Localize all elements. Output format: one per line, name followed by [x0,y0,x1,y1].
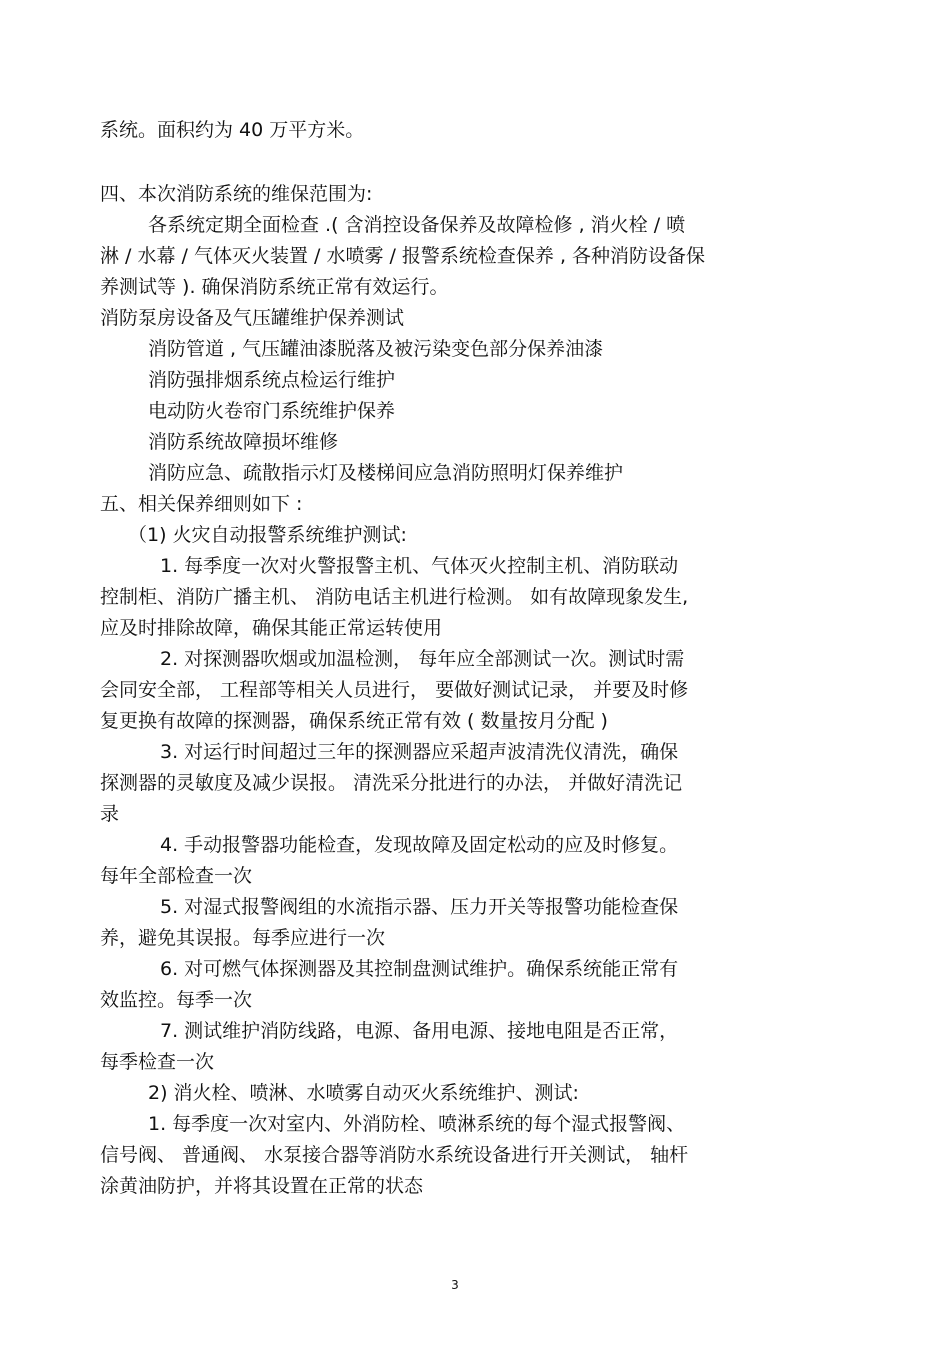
text-line: 会同安全部， 工程部等相关人员进行， 要做好测试记录， 并要及时修 [100,679,689,701]
subsection-heading: 2) 消火栓、喷淋、水喷雾自动灭火系统维护、测试: [148,1082,579,1104]
text-line: 探测器的灵敏度及减少误报。 清洗采分批进行的办法， 并做好清洗记 [100,772,683,794]
text-line: 控制柜、消防广播主机、 消防电话主机进行检测。 如有故障现象发生, [100,586,689,608]
text-line: 消防泵房设备及气压罐维护保养测试 [100,307,405,329]
text-line: 消防应急、疏散指示灯及楼梯间应急消防照明灯保养维护 [148,462,624,484]
text-line: 养测试等 ). 确保消防系统正常有效运行。 [100,276,449,298]
page-number: 3 [451,1278,459,1292]
text-line: 每年全部检查一次 [100,865,253,887]
text-line: 每季检查一次 [100,1051,215,1073]
text-line: 淋 / 水幕 / 气体灭火装置 / 水喷雾 / 报警系统检查保养 , 各种消防设备保 [100,245,706,267]
text-line: 消防管道 , 气压罐油漆脱落及被污染变色部分保养油漆 [148,338,604,360]
text-line: 效监控。每季一次 [100,989,253,1011]
text-line: 涂黄油防护，并将其设置在正常的状态 [100,1175,424,1197]
text-line: 6. 对可燃气体探测器及其控制盘测试维护。确保系统能正常有 [160,958,679,980]
text-line: 消防系统故障损坏维修 [148,431,339,453]
text-line: 录 [100,803,120,825]
text-line: 1. 每季度一次对火警报警主机、气体灭火控制主机、消防联动 [160,555,679,577]
text-line: 消防强排烟系统点检运行维护 [148,369,396,391]
text-line: 3. 对运行时间超过三年的探测器应采超声波清洗仪清洗，确保 [160,741,679,763]
text-line: 各系统定期全面检查 .( 含消控设备保养及故障检修 , 消火栓 / 喷 [148,214,686,236]
text-line: 复更换有故障的探测器，确保系统正常有效 ( 数量按月分配 ) [100,710,608,732]
section-heading: 四、本次消防系统的维保范围为: [100,183,373,205]
subsection-heading: （1) 火灾自动报警系统维护测试: [128,524,407,546]
text-line: 1. 每季度一次对室内、外消防栓、喷淋系统的每个湿式报警阀、 [148,1113,686,1135]
text-line: 7. 测试维护消防线路，电源、备用电源、接地电阻是否正常， [160,1020,679,1042]
text-line: 养，避免其误报。每季应进行一次 [100,927,386,949]
text-line: 5. 对湿式报警阀组的水流指示器、压力开关等报警功能检查保 [160,896,679,918]
text-line: 应及时排除故障，确保其能正常运转使用 [100,617,443,639]
text-line: 4. 手动报警器功能检查，发现故障及固定松动的应及时修复。 [160,834,679,856]
text-line: 2. 对探测器吹烟或加温检测， 每年应全部测试一次。测试时需 [160,648,685,670]
section-heading: 五、相关保养细则如下 : [100,493,303,515]
text-line: 电动防火卷帘门系统维护保养 [148,400,396,422]
text-line: 系统。面积约为 40 万平方米。 [100,119,365,141]
text-line: 信号阀、 普通阀、 水泵接合器等消防水系统设备进行开关测试， 轴杆 [100,1144,689,1166]
